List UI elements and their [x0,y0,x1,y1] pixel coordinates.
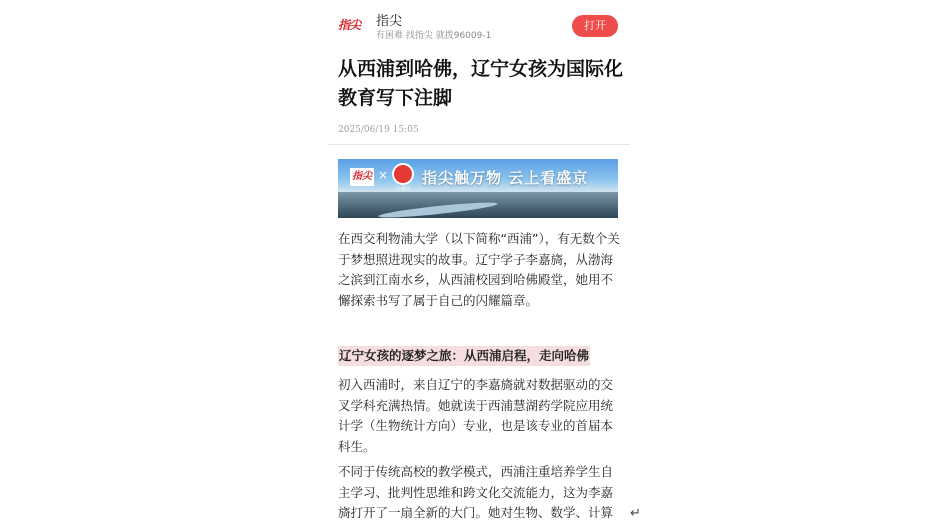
article-title: 从西浦到哈佛，辽宁女孩为国际化教育写下注脚 [338,58,624,109]
article-view [328,0,630,529]
divider [328,144,630,145]
app-tagline: 有困难 找指尖 就拨96009-1 [376,31,492,41]
paragraph-2: 初入西浦时，来自辽宁的李嘉旖就对数据驱动的交叉学科充满热情。她就读于西浦慧湖药学院应用统计学（生物统计方向）专业，也是该专业的首届本科生。 [338,377,614,454]
banner-slogan: 指尖触万物 云上看盛京 [422,169,589,187]
banner-logo-zhijian: 指尖 [350,168,374,186]
banner-separator: × [378,168,389,182]
banner-image [338,159,618,218]
paragraph-3: 不同于传统高校的教学模式，西浦注重培养学生自主学习、批判性思维和跨文化交流能力，这为李嘉旖打开了一扇全新的大门。她对生物、数学、计算 [338,464,614,520]
paragraph-1: 在西交利物浦大学（以下简称“西浦”），有无数个关于梦想照进现实的故事。辽宁学子李嘉旖，从渤海之滨到江南水乡，从西浦校园到哈佛殿堂，她用不懈探索书写了属于自己的闪耀篇章。 [338,231,620,308]
return-icon: ↵ [630,506,641,521]
banner-logo-label: 云盛京 [395,186,411,192]
app-logo: 指尖 [338,18,361,32]
app-download-bar [328,8,630,44]
app-name: 指尖 [376,14,403,29]
section-heading: 辽宁女孩的逐梦之旅：从西浦启程，走向哈佛 [338,346,590,366]
open-app-button[interactable]: 打开 [572,15,618,37]
publish-date: 2025/06/19 15:05 [338,125,419,135]
banner-logo-yunshengjing [392,163,414,185]
